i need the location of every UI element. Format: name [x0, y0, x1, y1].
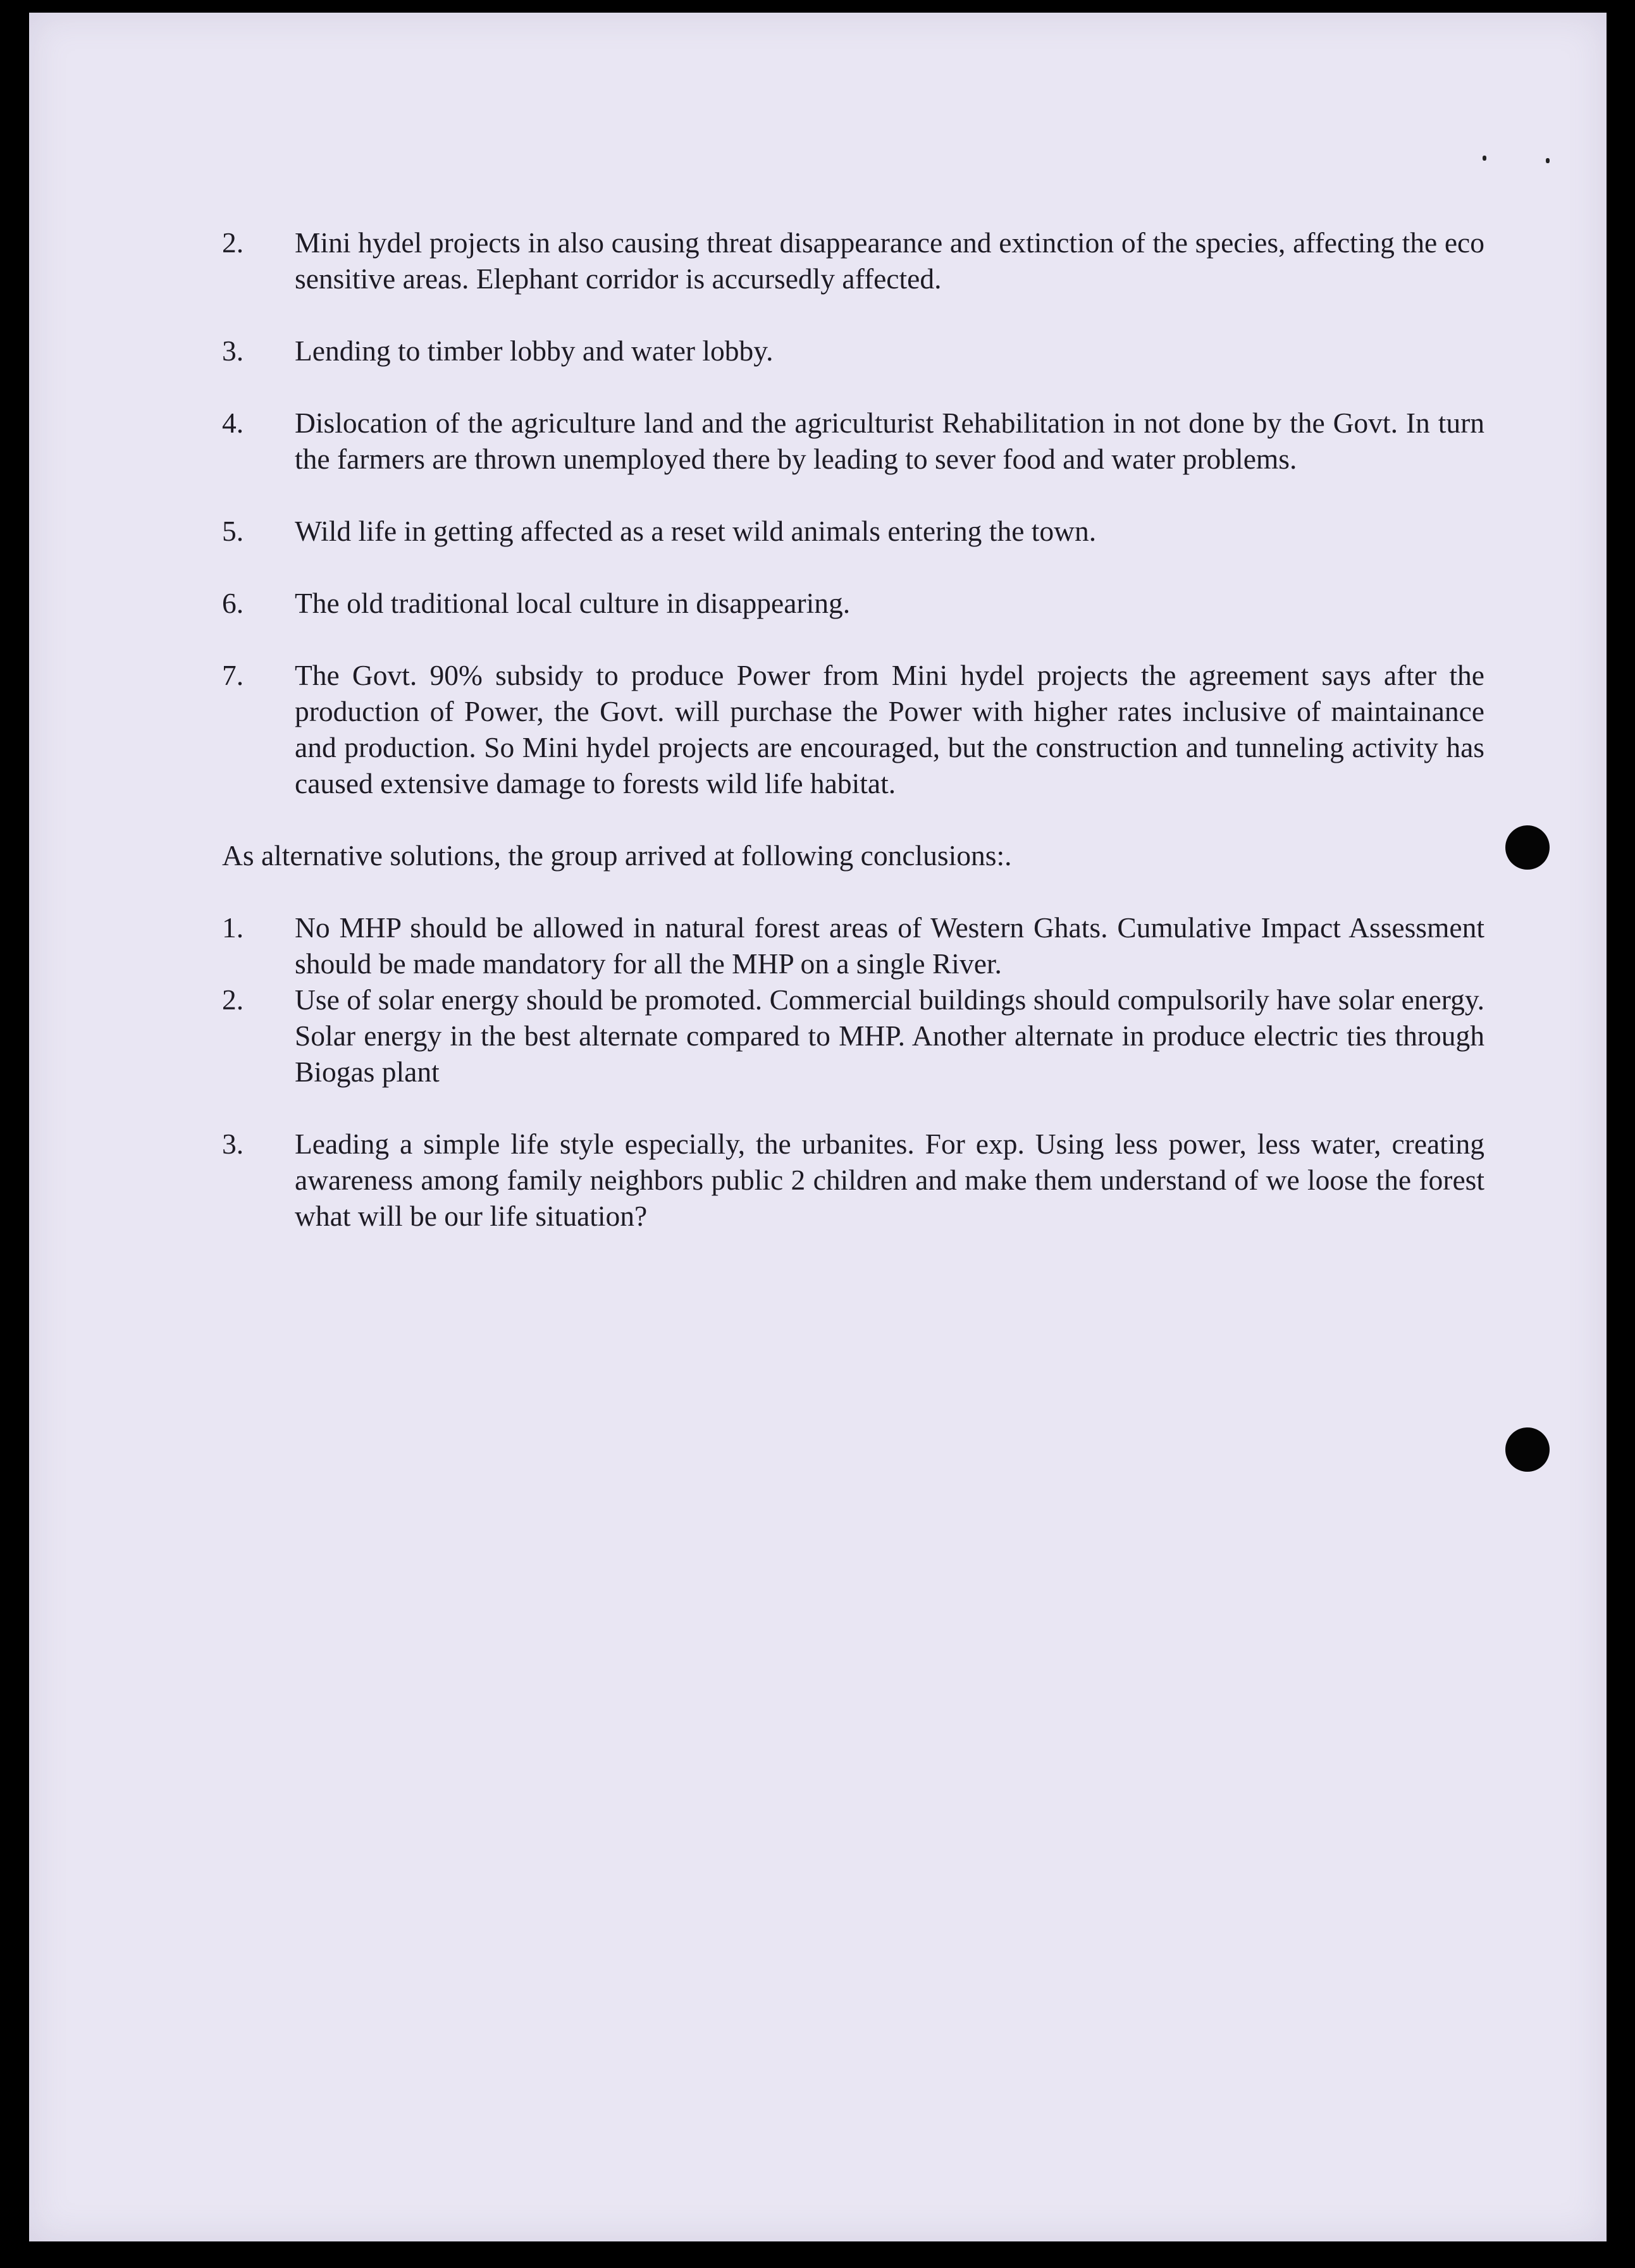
document-page — [29, 13, 1607, 2241]
item-text: Lending to timber lobby and water lobby. — [295, 335, 774, 367]
item-text: Mini hydel projects in also causing threat disappearance and extinction of the species, affecting the eco sensitive areas. Elephant corridor is accursedly affected. — [295, 226, 1484, 295]
problems-list — [222, 225, 1484, 801]
item-text: Dislocation of the agriculture land and the agriculturist Rehabilitation in not done by the Govt. In turn the farmers are thrown unemployed there by leading to sever food and water problems. — [295, 407, 1484, 475]
list-item — [222, 585, 1484, 621]
list-item — [222, 1126, 1484, 1234]
solutions-list — [222, 909, 1484, 1234]
list-item — [222, 225, 1484, 297]
item-number: 2. — [222, 983, 244, 1016]
item-number: 6. — [222, 587, 244, 619]
item-number: 2. — [222, 226, 244, 259]
item-text: No MHP should be allowed in natural forest areas of Western Ghats. Cumulative Impact Assessment should be made mandatory for all the MHP on a single River. — [295, 911, 1484, 980]
punch-hole-upper — [1505, 825, 1550, 870]
item-number: 1. — [222, 911, 244, 944]
item-text: Leading a simple life style especially, the urbanites. For exp. Using less power, less water, creating awareness among family neighbors public 2 children and make them understand of we loose the forest what will be our life situation? — [295, 1128, 1484, 1232]
item-number: 3. — [222, 1128, 244, 1160]
ink-speck — [1483, 156, 1486, 161]
item-number: 4. — [222, 407, 244, 439]
punch-hole-lower — [1505, 1427, 1550, 1472]
ink-speck — [1546, 158, 1550, 163]
item-number: 3. — [222, 335, 244, 367]
list-item — [222, 657, 1484, 801]
item-number: 7. — [222, 659, 244, 691]
item-text: The old traditional local culture in disappearing. — [295, 587, 851, 619]
list-item — [222, 909, 1484, 982]
item-text: The Govt. 90% subsidy to produce Power from Mini hydel projects the agreement says after the production of Power, the Govt. will purchase the Power with higher rates inclusive of maintainance and production. So Mini hydel projects are encouraged, but the construction and tunneling activity has caused extensive damage to forests wild life habitat. — [295, 659, 1484, 799]
item-number: 5. — [222, 515, 244, 547]
item-text: Wild life in getting affected as a reset wild animals entering the town. — [295, 515, 1097, 547]
document-body — [222, 225, 1484, 1234]
list-item — [222, 513, 1484, 549]
list-item — [222, 333, 1484, 369]
conclusions-intro: As alternative solutions, the group arrived at following conclusions:. — [222, 839, 1012, 872]
item-text: Use of solar energy should be promoted. Commercial buildings should compulsorily have solar energy. Solar energy in the best alternate compared to MHP. Another alternate in produce electric ties through Biogas plant — [295, 983, 1484, 1088]
list-item — [222, 982, 1484, 1090]
list-item — [222, 405, 1484, 477]
